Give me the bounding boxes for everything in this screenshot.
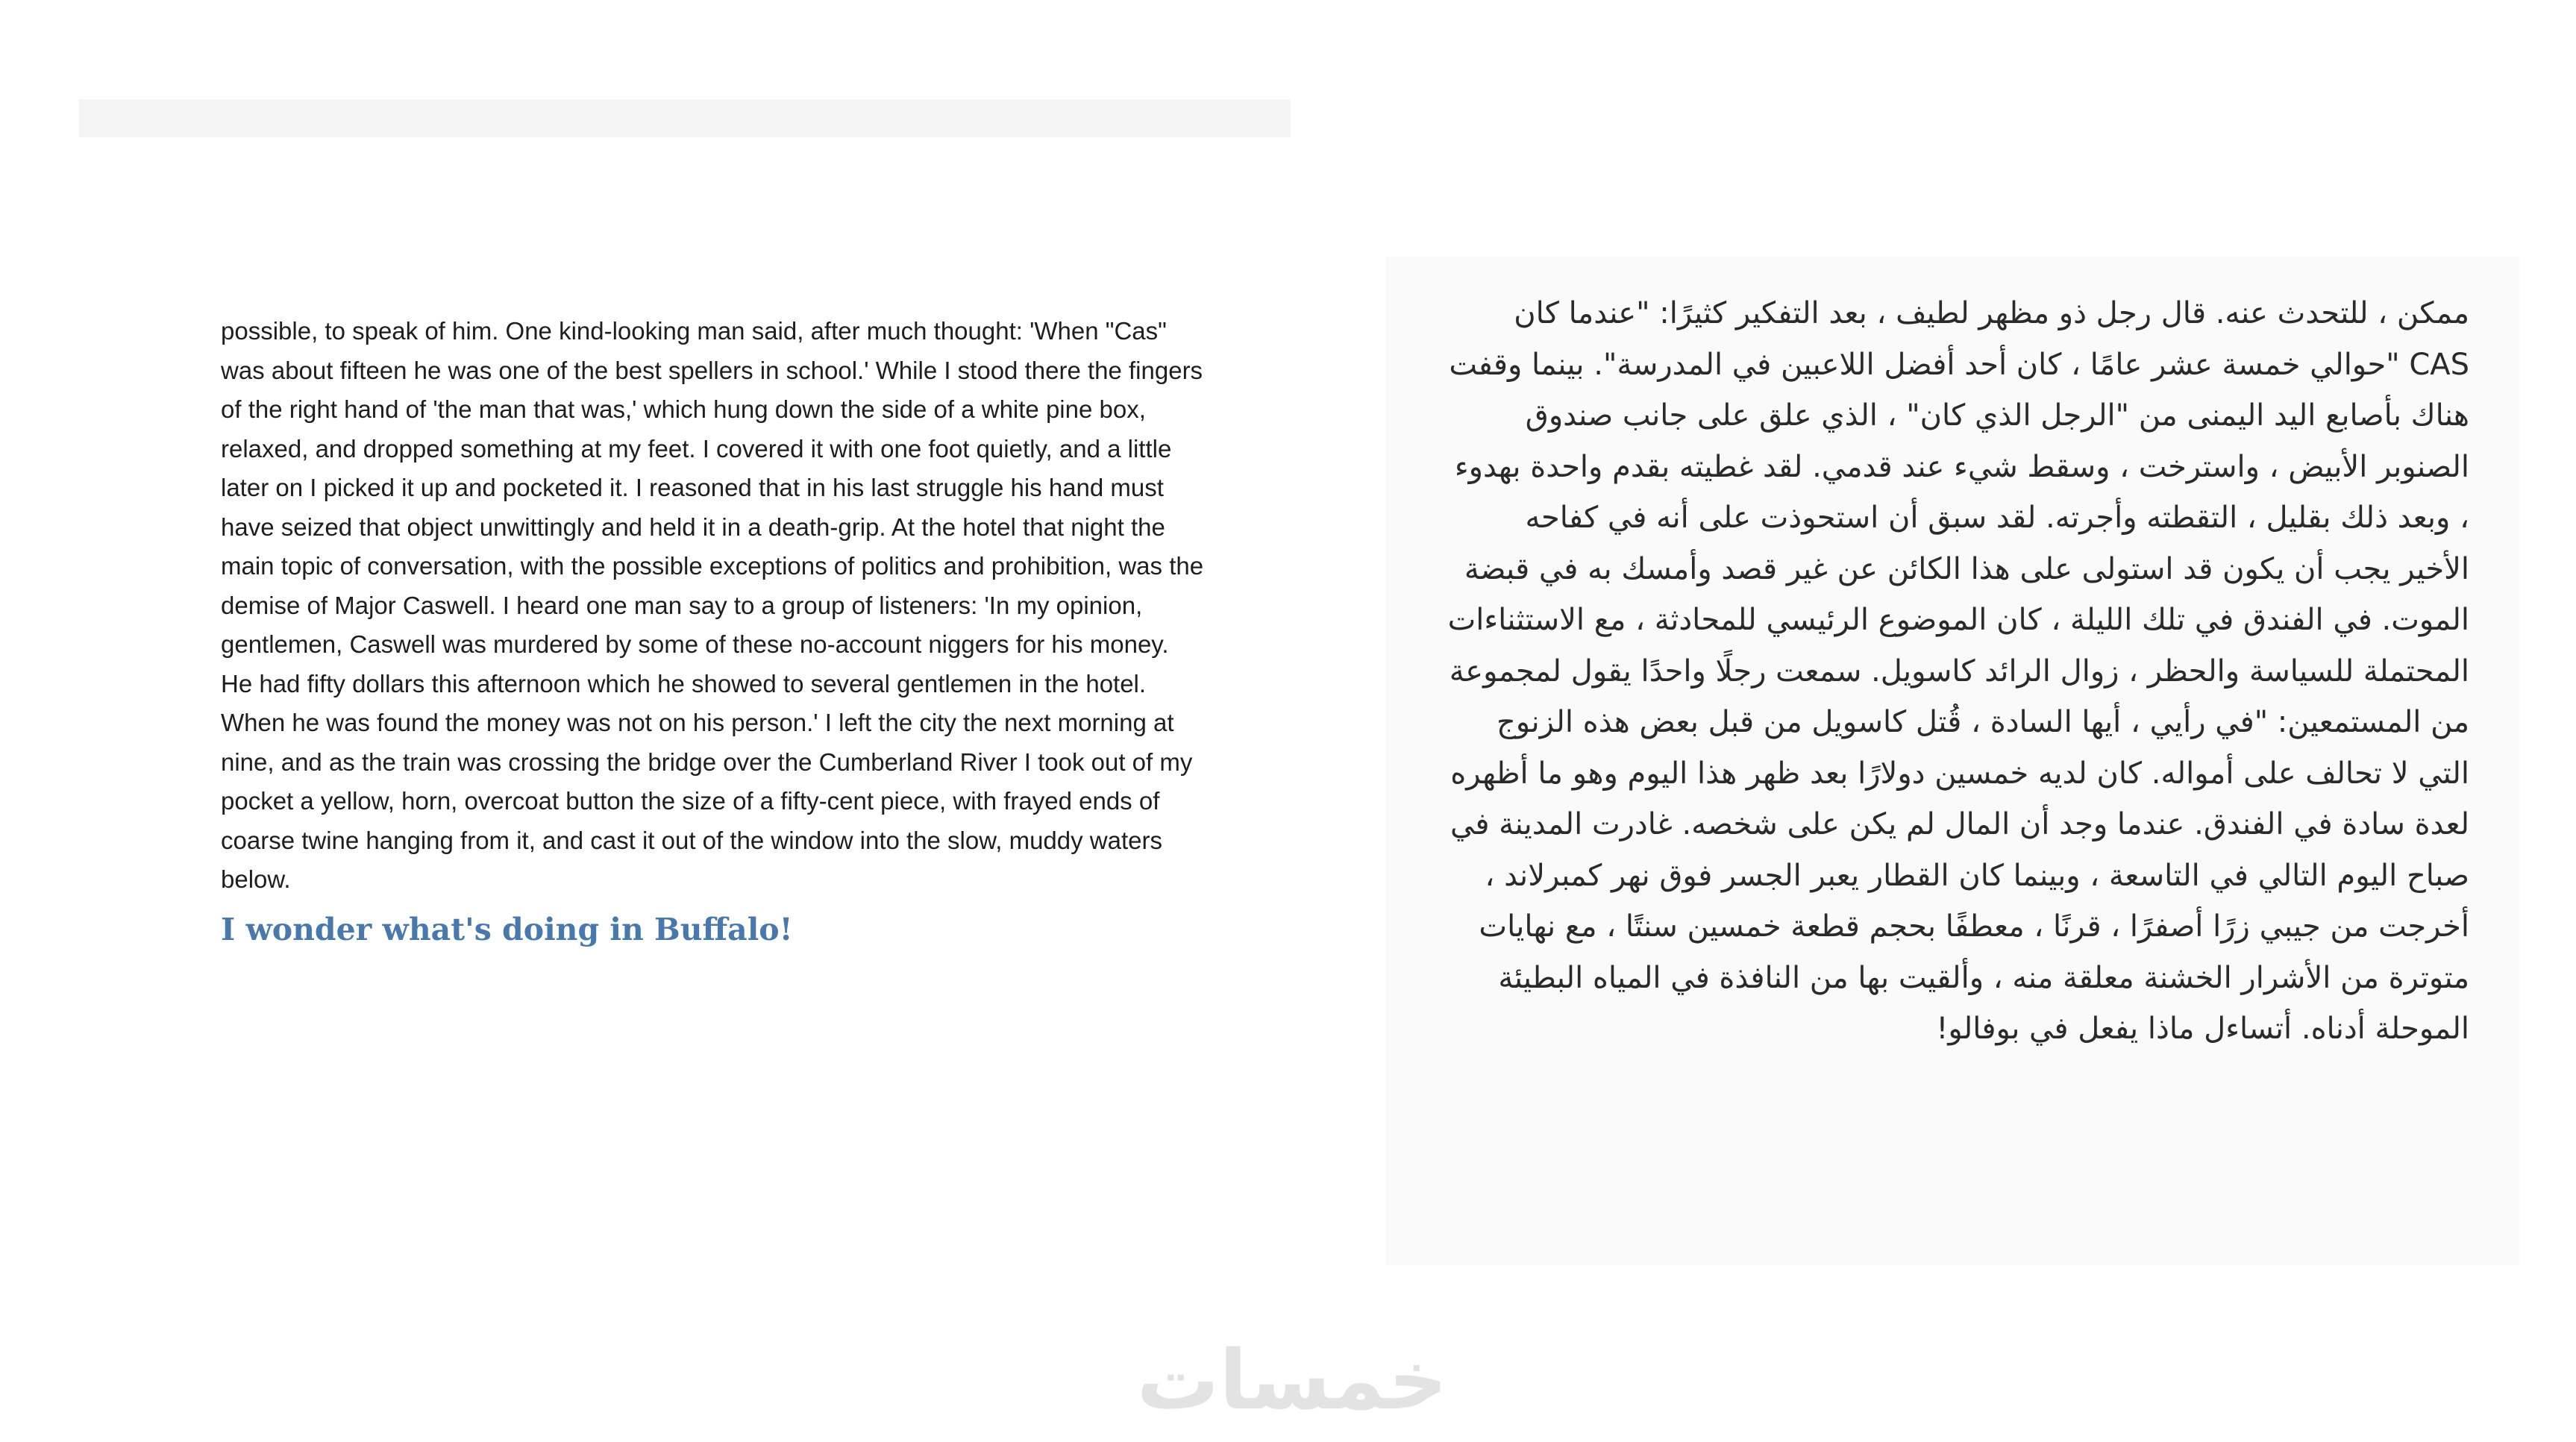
english-text-panel (221, 312, 1206, 952)
english-heading: I wonder what's doing in Buffalo! (221, 911, 793, 947)
arabic-text-panel (1386, 257, 2520, 1265)
top-bar (79, 99, 1291, 137)
english-paragraph: possible, to speak of him. One kind-looking man said, after much thought: 'When "Cas" was about fifteen he was one of the best spellers in school.' While I stood there the fingers of the right hand of 'the man that was,' which hung down the side of a white pine box, relaxed, and dropped something at my feet. I covered it with one foot quietly, and a little later on I picked it up and pocketed it. I reasoned that in his last struggle his hand must have seized that object unwittingly and held it in a death-grip. At the hotel that night the main topic of conversation, with the possible exceptions of politics and prohibition, was the demise of Major Caswell. I heard one man say to a group of listeners: 'In my opinion, gentlemen, Caswell was murdered by some of these no-account niggers for his money. He had fifty dollars this afternoon which he showed to several gentlemen in the hotel. When he was found the money was not on his person.' I left the city the next morning at nine, and as the train was crossing the bridge over the Cumberland River I took out of my pocket a yellow, horn, overcoat button the size of a fifty-cent piece, with frayed ends of coarse twine hanging from it, and cast it out of the window into the slow, muddy waters below. (221, 317, 1204, 893)
khamsat-logo: خمسات (1136, 1332, 1448, 1428)
arabic-paragraph: ممكن ، للتحدث عنه. قال رجل ذو مظهر لطيف ، بعد التفكير كثيرًا: "عندما كان CAS "حوالي خمسة عشر عامًا ، كان أحد أفضل اللاعبين في المدرسة". بينما وقفت هناك بأصابع اليد اليمنى من "الرجل الذي كان" ، الذي علق على جانب صندوق الصنوبر الأبيض ، واسترخت ، وسقط شيء عند قدمي. لقد غطيته بقدم واحدة بهدوء ، وبعد ذلك بقليل ، التقطته وأجرته. لقد سبق أن استحوذت على أنه في كفاحه الأخير يجب أن يكون قد استولى على هذا الكائن عن غير قصد وأمسك به في قبضة الموت. في الفندق في تلك الليلة ، كان الموضوع الرئيسي للمحادثة ، مع الاستثناءات المحتملة للسياسة والحظر ، زوال الرائد كاسويل. سمعت رجلًا واحدًا يقول لمجموعة من المستمعين: "في رأيي ، أيها السادة ، قُتل كاسويل من قبل بعض هذه الزنوج التي لا تحالف على أمواله. كان لديه خمسين دولارًا بعد ظهر هذا اليوم وهو ما أظهره لعدة سادة في الفندق. عندما وجد أن المال لم يكن على شخصه. غادرت المدينة في صباح اليوم التالي في التاسعة ، وبينما كان القطار يعبر الجسر فوق نهر كمبرلاند ، أخرجت من جيبي زرًا أصفرًا ، قرنًا ، معطفًا بحجم قطعة خمسين سنتًا ، مع نهايات متوترة من الأشرار الخشنة معلقة منه ، وألقيت بها من النافذة في المياه البطيئة الموحلة أدناه. أتساءل ماذا يفعل في بوفالو! (1447, 296, 2469, 1046)
